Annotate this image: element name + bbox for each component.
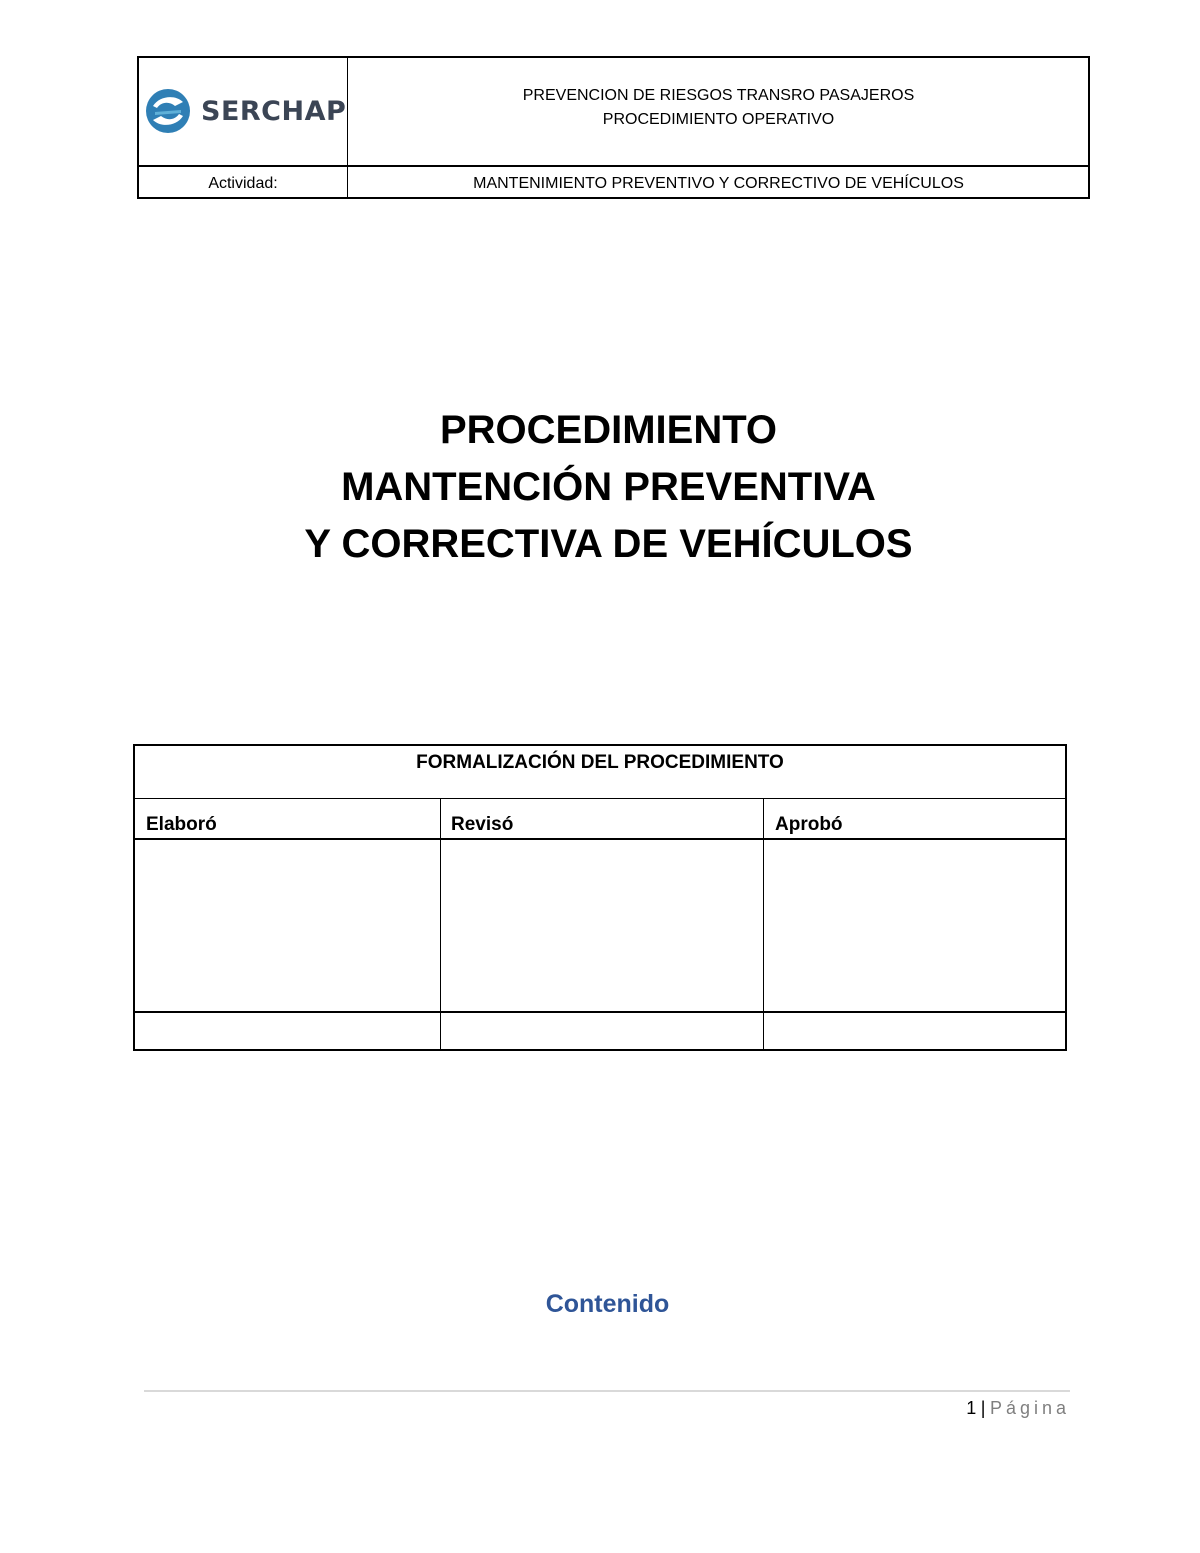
name-cell-elaboro[interactable] <box>137 1013 439 1049</box>
header-title-line-1: PREVENCION DE RIESGOS TRANSRO PASAJEROS <box>522 87 915 104</box>
footer-separator: | <box>980 1398 986 1418</box>
signature-cell-aprobo[interactable] <box>765 840 1065 1010</box>
activity-value: MANTENIMIENTO PREVENTIVO Y CORRECTIVO DE VEHÍCULOS <box>473 174 964 192</box>
formalization-table <box>133 744 1067 1051</box>
header-title-line-2: PROCEDIMIENTO OPERATIVO <box>602 111 835 128</box>
document-header-table <box>137 56 1090 199</box>
header-divider-horizontal <box>139 165 1088 167</box>
column-header-elaboro: Elaboró <box>146 814 217 835</box>
table-column-divider <box>763 798 764 1049</box>
page-footer <box>966 1398 1070 1419</box>
formalization-title: FORMALIZACIÓN DEL PROCEDIMIENTO <box>416 752 784 773</box>
company-logo <box>145 86 347 136</box>
document-title-line-2: MANTENCIÓN PREVENTIVA <box>341 465 876 509</box>
column-header-aprobo: Aprobó <box>775 814 843 835</box>
document-title-line-1: PROCEDIMIENTO <box>439 408 778 452</box>
page-number: 1 <box>966 1398 977 1418</box>
logo-text: SERCHAP <box>201 95 347 127</box>
column-header-reviso: Revisó <box>451 814 514 835</box>
activity-label: Actividad: <box>208 174 278 192</box>
document-title <box>0 402 1200 573</box>
name-cell-aprobo[interactable] <box>765 1013 1065 1049</box>
serchap-logo-icon <box>145 88 191 134</box>
contents-heading: Contenido <box>545 1290 670 1318</box>
signature-cell-reviso[interactable] <box>442 840 762 1010</box>
name-cell-reviso[interactable] <box>442 1013 762 1049</box>
footer-rule <box>144 1390 1070 1392</box>
signature-cell-elaboro[interactable] <box>137 840 439 1010</box>
page-label: Página <box>989 1398 1070 1418</box>
header-title <box>349 84 1088 132</box>
table-rule <box>135 798 1065 799</box>
header-divider-vertical <box>347 58 348 197</box>
table-column-divider <box>440 798 441 1049</box>
document-title-line-3: Y CORRECTIVA DE VEHÍCULOS <box>304 522 913 566</box>
